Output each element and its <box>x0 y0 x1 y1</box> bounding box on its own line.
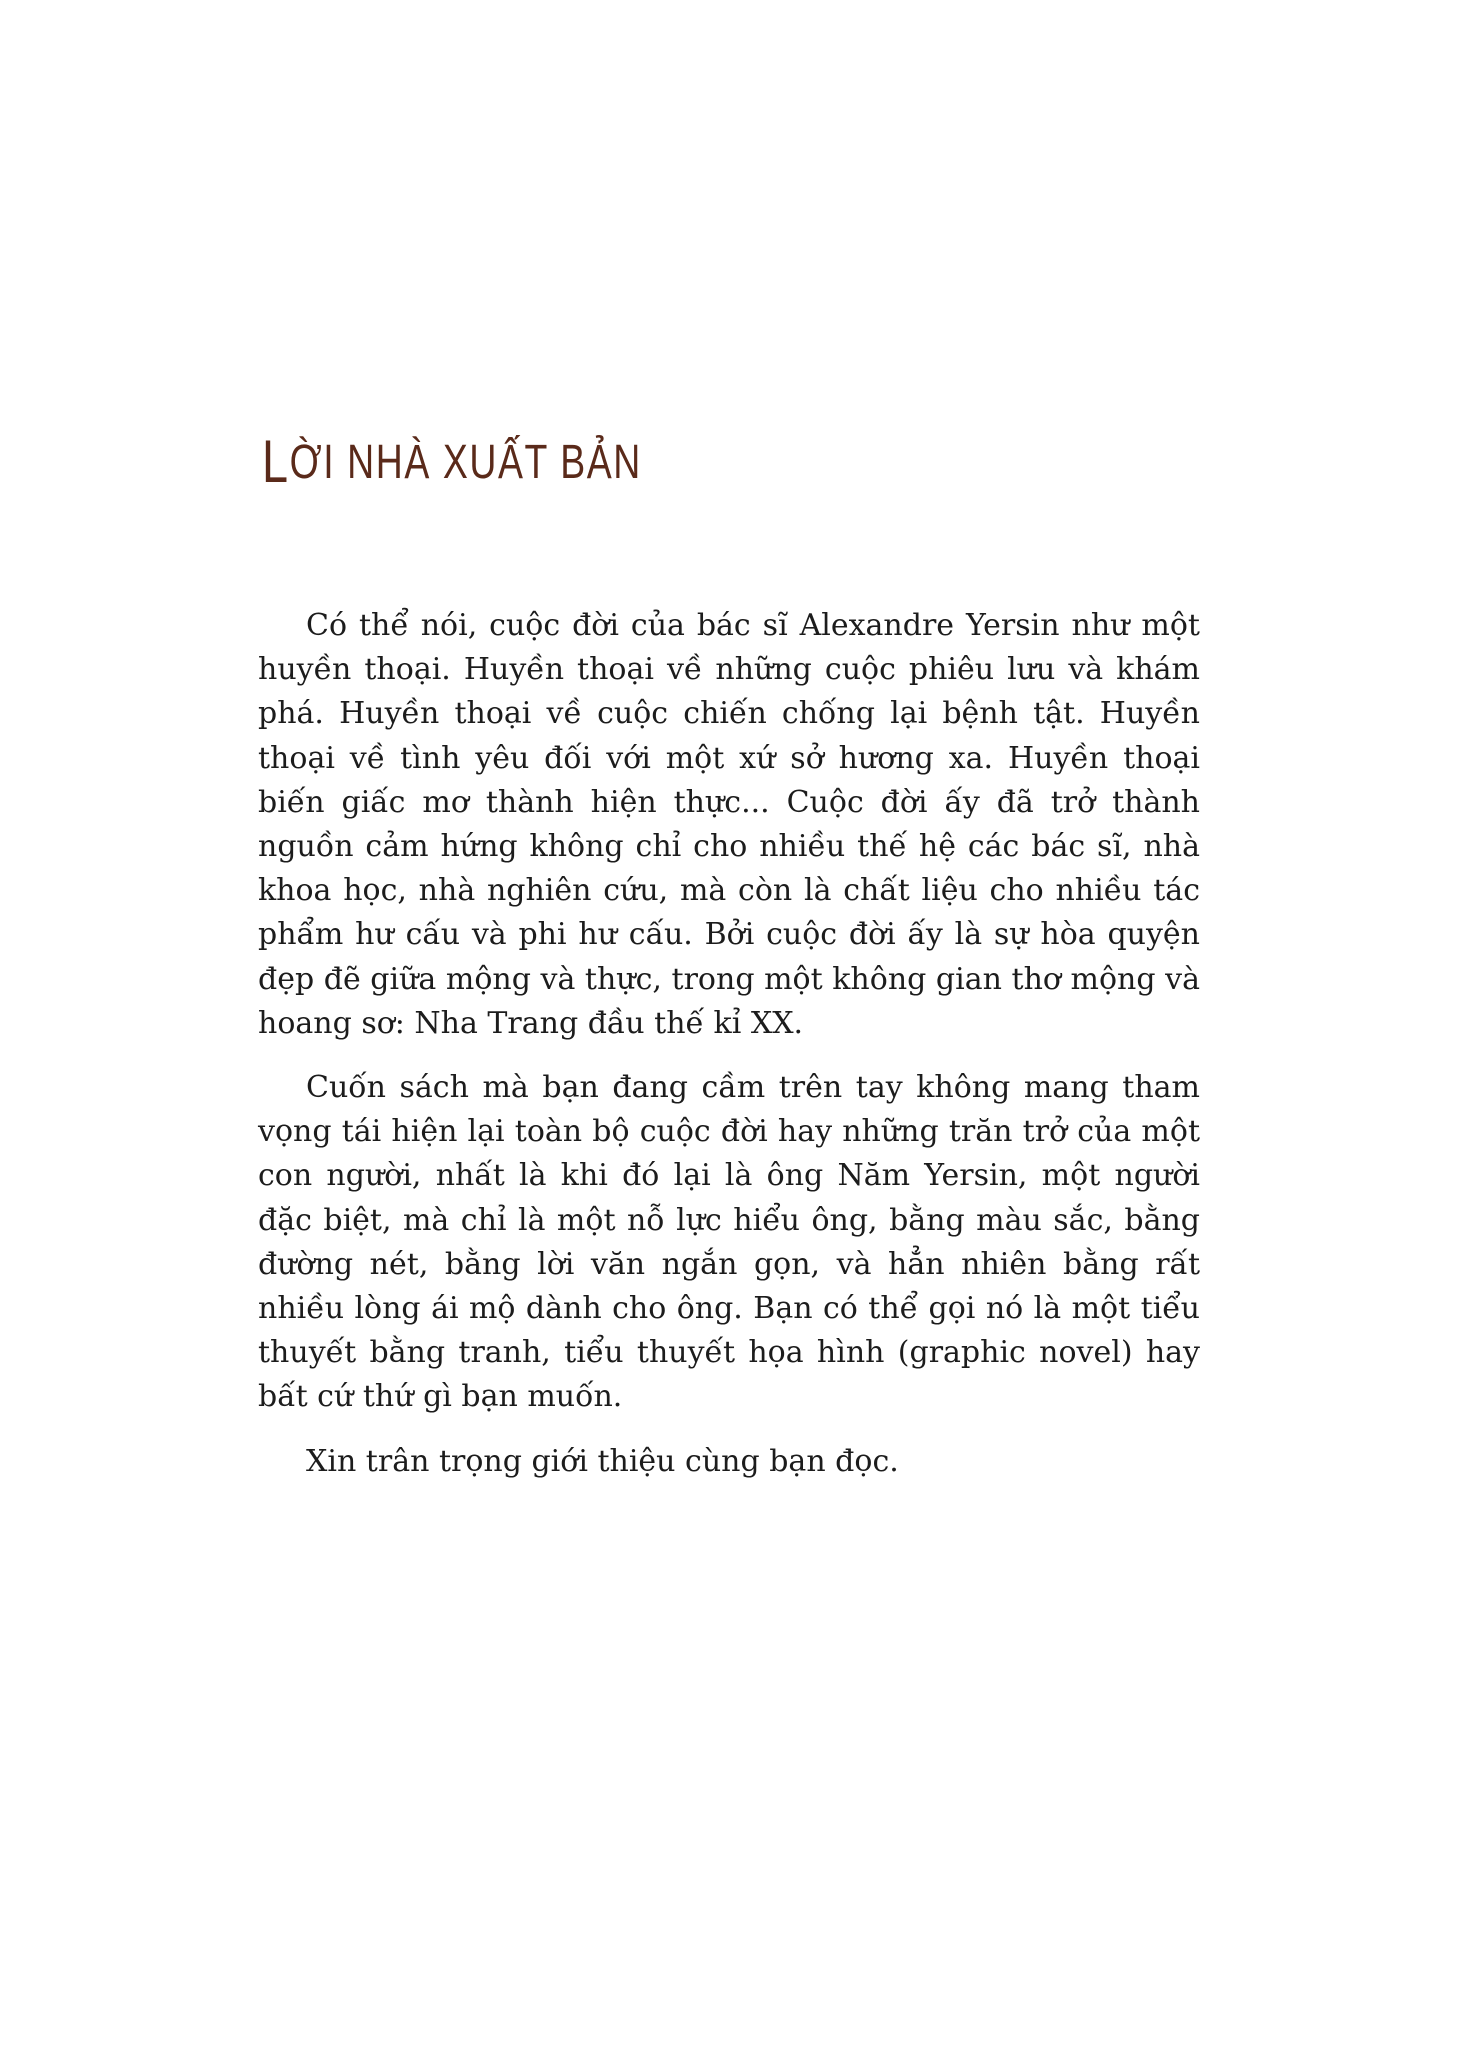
page-heading <box>262 428 642 495</box>
paragraph-2: Cuốn sách mà bạn đang cầm trên tay không mang tham vọng tái hiện lại toàn bộ cuộc đời hay những trăn trở của một con người, nhất là khi đó lại là ông Năm Yersin, một người đặc biệt, mà chỉ là một nỗ lực hiểu ông, bằng màu sắc, bằng đường nét, bằng lời văn ngắn gọn, và hẳn nhiên bằng rất nhiều lòng ái mộ dành cho ông. Bạn có thể gọi nó là một tiểu thuyết bằng tranh, tiểu thuyết họa hình (graphic novel) hay bất cứ thứ gì bạn muốn. <box>258 1070 1200 1415</box>
heading-text: ỜI NHÀ XUẤT BẢN <box>289 436 642 489</box>
heading-initial: L <box>262 428 290 495</box>
body-text <box>258 604 1200 1504</box>
paragraph-1: Có thể nói, cuộc đời của bác sĩ Alexandre Yersin như một huyền thoại. Huyền thoại về những cuộc phiêu lưu và khám phá. Huyền thoại về cuộc chiến chống lại bệnh tật. Huyền thoại về tình yêu đối với một xứ sở hương xa. Huyền thoại biến giấc mơ thành hiện thực... Cuộc đời ấy đã trở thành nguồn cảm hứng không chỉ cho nhiều thế hệ các bác sĩ, nhà khoa học, nhà nghiên cứu, mà còn là chất liệu cho nhiều tác phẩm hư cấu và phi hư cấu. Bởi cuộc đời ấy là sự hòa quyện đẹp đẽ giữa mộng và thực, trong một không gian thơ mộng và hoang sơ: Nha Trang đầu thế kỉ XX. <box>258 608 1200 1041</box>
paragraph-3: Xin trân trọng giới thiệu cùng bạn đọc. <box>306 1443 899 1479</box>
